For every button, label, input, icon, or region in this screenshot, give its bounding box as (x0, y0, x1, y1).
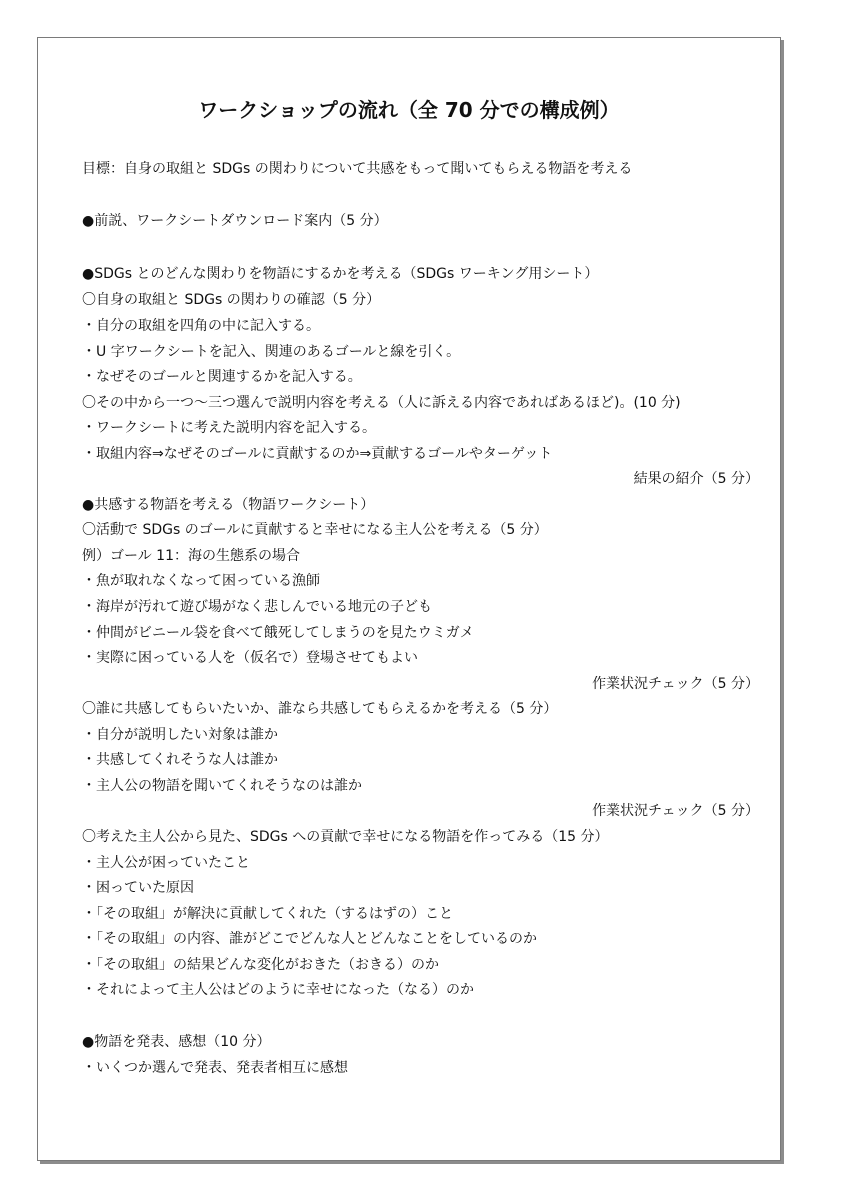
bullet-item: ・仲間がビニール袋を食べて餓死してしまうのを見たウミガメ (82, 625, 474, 641)
bullet-item: ・取組内容⇒なぜそのゴールに貢献するのか⇒貢献するゴールやターゲット (82, 446, 553, 462)
bullet-item: ・「その取組」の結果どんな変化がおきた（おきる）のか (82, 957, 439, 973)
section-presentation: ●物語を発表、感想（10 分） (82, 1034, 271, 1050)
document-page (37, 37, 781, 1161)
section-sdgs-relation: ●SDGs とのどんな関わりを物語にするかを考える（SDGs ワーキング用シート） (82, 266, 599, 282)
checkpoint-note: 作業状況チェック（5 分） (592, 803, 759, 819)
bullet-item: ・主人公の物語を聞いてくれそうなのは誰か (82, 778, 362, 794)
checkpoint-note: 作業状況チェック（5 分） (592, 676, 759, 692)
bullet-item: ・いくつか選んで発表、発表者相互に感想 (82, 1060, 348, 1076)
bullet-item: ・海岸が汚れて遊び場がなく悲しんでいる地元の子ども (82, 599, 432, 615)
subsection-item: 〇自身の取組と SDGs の関わりの確認（5 分） (82, 292, 381, 308)
bullet-item: ・共感してくれそうな人は誰か (82, 752, 278, 768)
bullet-item: ・「その取組」の内容、誰がどこでどんな人とどんなことをしているのか (82, 931, 537, 947)
bullet-item: ・なぜそのゴールと関連するかを記入する。 (82, 369, 362, 385)
checkpoint-note: 結果の紹介（5 分） (633, 471, 759, 487)
bullet-item: ・困っていた原因 (82, 880, 194, 896)
section-intro: ●前説、ワークシートダウンロード案内（5 分） (82, 213, 388, 229)
subsection-item: 〇その中から一つ～三つ選んで説明内容を考える（人に訴える内容であればあるほど)。(10 分) (82, 395, 681, 411)
bullet-item: ・「その取組」が解決に貢献してくれた（するはずの）こと (82, 906, 453, 922)
bullet-item: ・主人公が困っていたこと (82, 855, 250, 871)
goal-text: 目標：自身の取組と SDGs の関わりについて共感をもって聞いてもらえる物語を考える (82, 161, 633, 177)
bullet-item: ・自分の取組を四角の中に記入する。 (82, 318, 320, 334)
bullet-item: ・自分が説明したい対象は誰か (82, 727, 278, 743)
section-story: ●共感する物語を考える（物語ワークシート） (82, 497, 375, 513)
page-title: ワークショップの流れ（全 70 分での構成例） (198, 98, 620, 122)
bullet-item: ・実際に困っている人を（仮名で）登場させてもよい (82, 650, 418, 666)
bullet-item: ・U 字ワークシートを記入、関連のあるゴールと線を引く。 (82, 344, 461, 360)
subsection-item: 〇考えた主人公から見た、SDGs への貢献で幸せになる物語を作ってみる（15 分） (82, 829, 609, 845)
bullet-item: ・それによって主人公はどのように幸せになった（なる）のか (82, 982, 474, 998)
bullet-item: ・ワークシートに考えた説明内容を記入する。 (82, 420, 376, 436)
bullet-item: ・魚が取れなくなって困っている漁師 (82, 573, 320, 589)
subsection-item: 〇活動で SDGs のゴールに貢献すると幸せになる主人公を考える（5 分） (82, 522, 548, 538)
example-item: 例）ゴール 11：海の生態系の場合 (82, 548, 300, 564)
subsection-item: 〇誰に共感してもらいたいか、誰なら共感してもらえるかを考える（5 分） (82, 701, 558, 717)
